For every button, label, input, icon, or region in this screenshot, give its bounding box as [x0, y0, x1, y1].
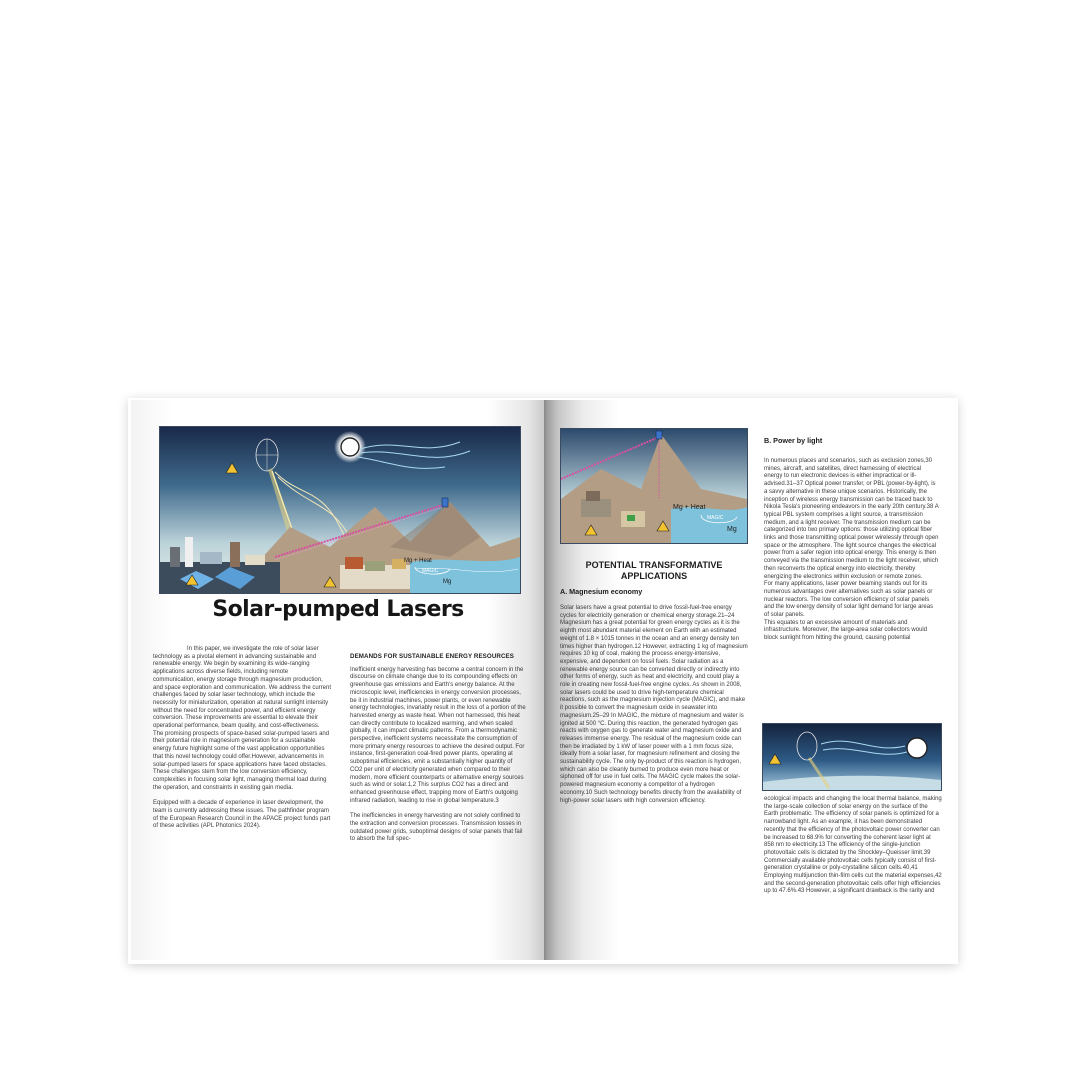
photovoltaic-paragraph: ecological impacts and changing the local thermal balance, making the large-scale collection of solar energy on the surface of the Earth problematic. The efficiency of solar panels is optimized for a narrowband light. As an example, it has been demonstrated recently that the efficiency of the photovoltaic power converter can be increased to 68.9% for converting the coherent laser light at 858 nm to electricity.13 The efficiency of the single-junction photovoltaic cells is dictated by the Shockley–Queisser limit.39 Commercially available photovoltaic cells typically consist of first-generation crystalline or poly-crystalline silicon cells.40,41 Employing multijunction thin-film cells cut the material expenses,42 and the second-generation photovoltaic cells offer high efficiencies up to 47.6%.43 However, a significant drawback is the rarity and [764, 796, 942, 895]
mg-heat-label: Mg + Heat [404, 558, 432, 564]
magnesium-illustration-svg [561, 429, 747, 543]
team-paragraph: Equipped with a decade of experience in laser development, the team is currently addressing these issues. The pathfinder program of the European Research Council in the APACE project funds part of these activities (APL Photonics 2024). [153, 800, 331, 830]
pbl-paragraph-2: For many applications, laser power beaming stands out for its numerous advantages over alternatives such as solar panels or nuclear reactors. The low conversion efficiency of solar panels and the low energy density of solar light demand for large areas of solar panels. [764, 581, 934, 619]
article-title: Solar-pumped Lasers [212, 597, 464, 622]
intro-paragraph: In this paper, we investigate the role of solar laser technology as a pivotal element in advancing sustainable and renewable energy. We begin by examining its wide-ranging applications across diverse fields, including remote communication, energy storage through magnesium production, and space exploration and communication. We address the current challenges faced by solar laser technology, which include the necessity for miniaturization, operation at natural sunlight intensity without the need for concentrated power, and efficient energy conversion. These improvements are essential to elevate their operational performance, beam quality, and cost-effectiveness. The promising prospects of space-based solar-pumped lasers and their potential role in magnesium generation for a sustainable energy future highlight some of the vast application opportunities that this novel technology could offer.However, advancements in solar-pumped lasers for space applications have faced obstacles. These challenges stem from the low conversion efficiency, complexities in focusing solar light, managing thermal load during the operation, and constraints in existing gain media. [153, 646, 331, 791]
left-page [131, 400, 545, 960]
right-column-3 [764, 796, 942, 904]
solar-laser-unit [442, 498, 448, 507]
sun [907, 738, 927, 758]
sea [671, 507, 747, 543]
right-column-2 [764, 458, 939, 651]
section-title-applications: POTENTIAL TRANSFORMATIVE APPLICATIONS [585, 560, 723, 581]
left-column-2 [350, 653, 526, 852]
magnesium-paragraph: Solar lasers have a great potential to drive fossil-fuel-free energy cycles for electricity generation or chemical energy storage.21–24 Magnesium has a great potential for green energy cycles as it is the eighth most abundant material element on Earth with an estimated weight of 1.8 × 1015 tonnes in the ocean and an energy density ten times higher than hydrogen.12 However, extracting 1 kg of magnesium requires 10 kg of coal, making the process energy-intensive, expensive, and dependent on fossil fuels. Solar radiation as a renewable energy source can be converted directly or indirectly into other forms of energy, such as heat and electricity, and could play a role in creating new fossil-fuel-free engine cycles. As shown in 2008, solar lasers could be used to drive high-temperature chemical reactions, such as the magnesium injection cycle (MAGIC), and make it possible to convert the magnesium oxide in seawater into magnesium.25–29 In MAGIC, the mixture of magnesium and water is ignited at 500 °C. During this reaction, the generated hydrogen gas reacts with oxygen gas to generate water and magnesium oxide and releases immense energy. The residual of the magnesium oxide can then be irradiated by 1 kW of laser power with a 1 mm focus size, ideally from a solar laser, for magnesium refinement and closing the sustainability cycle. The only by-product of this reaction is hydrogen, which can also be cleanly burned to produce even more heat or siphoned off for use in fuel cells. The MAGIC cycle makes the solar-powered magnesium economy a competitor of a hydrogen economy.10 Such technology benefits directly from the availability of high-power solar lasers with high conversion efficiency. [560, 605, 748, 804]
right-column-1 [560, 605, 748, 813]
demands-paragraph-2: The inefficiencies in energy harvesting are not solely confined to the extraction and conversion processes. Transmission losses in outdated power grids, suboptimal designs of solar panels that fail to absorb the full spec- [350, 813, 523, 843]
illustration-svg [160, 427, 520, 593]
magnesium-illustration [560, 428, 748, 544]
sky-illustration-svg [763, 724, 941, 790]
sky-illustration [762, 723, 942, 791]
left-column-1 [153, 646, 331, 839]
mg-heat-label: Mg + Heat [673, 504, 706, 511]
solar-laser-illustration [159, 426, 521, 594]
pbl-paragraph-1: In numerous places and scenarios, such as exclusion zones,30 mines, aircraft, and satellites, direct harnessing of electrical energy to run electronic devices is either impractical or ill-advised.31–37 Optical power transfer, or PBL (power-by-light), is a savvy alternative in these unique scenarios. Historically, the inception of wireless energy transmission can be traced back to Nikola Tesla's pioneering endeavors in the early 20th century.38 A typical PBL system comprises a light source, a transmission medium, and a light receiver. The transmission medium can be categorized into two primary options: those utilizing optical fiber links and those transmitting optical power wirelessly through open space or the atmosphere. The light source changes the electrical power from a safer region into optical energy. This energy is then conveyed via the transmission medium to the light receiver, which then reconverts the optical energy into electricity, thereby energizing the electronics within exclusion or remote zones. [764, 458, 939, 580]
magic-label: MAGIC [707, 515, 724, 521]
right-page [546, 400, 956, 960]
demands-paragraph-1: Inefficient energy harvesting has become a central concern in the discourse on climate change due to its compounding effects on greenhouse gas emissions and Earth's energy balance. At the microscopic level, inefficiencies in energy conversion processes, be it in industrial machines, power plants, or even renewable energy technologies, invariably result in the loss of a portion of the harvested energy as waste heat. When not harnessed, this heat can directly contribute to localized warming, and when scaled globally, it can impact climatic patterns. From a thermodynamic perspective, inefficient systems necessitate the consumption of more primary energy resources to achieve the desired output. For instance, first-generation coal-fired power plants, operating at suboptimal efficiencies, emit a substantially higher quantity of CO2 per unit of electricity generated when compared to their modern, more efficient counterparts or alternative energy sources such as wind or solar.1,2 This surplus CO2 has a direct and enhanced greenhouse effect, trapping more of Earth's outgoing infrared radiation, leading to rise in global temperature.3 [350, 666, 526, 804]
magic-label: MAGIC [422, 568, 439, 574]
subheading-magnesium-economy: A. Magnesium economy [560, 587, 643, 596]
solar-laser-unit [656, 431, 662, 439]
mg-label: Mg [443, 579, 452, 585]
mg-label: Mg [727, 526, 737, 533]
pbl-paragraph-3: This equates to an excessive amount of materials and infrastructure. Moreover, the large-area solar collectors would block sunlight from hitting the ground, causing potential [764, 619, 928, 642]
subheading-power-by-light: B. Power by light [764, 436, 823, 445]
section-heading-demands: DEMANDS FOR SUSTAINABLE ENERGY RESOURCES [350, 653, 514, 660]
